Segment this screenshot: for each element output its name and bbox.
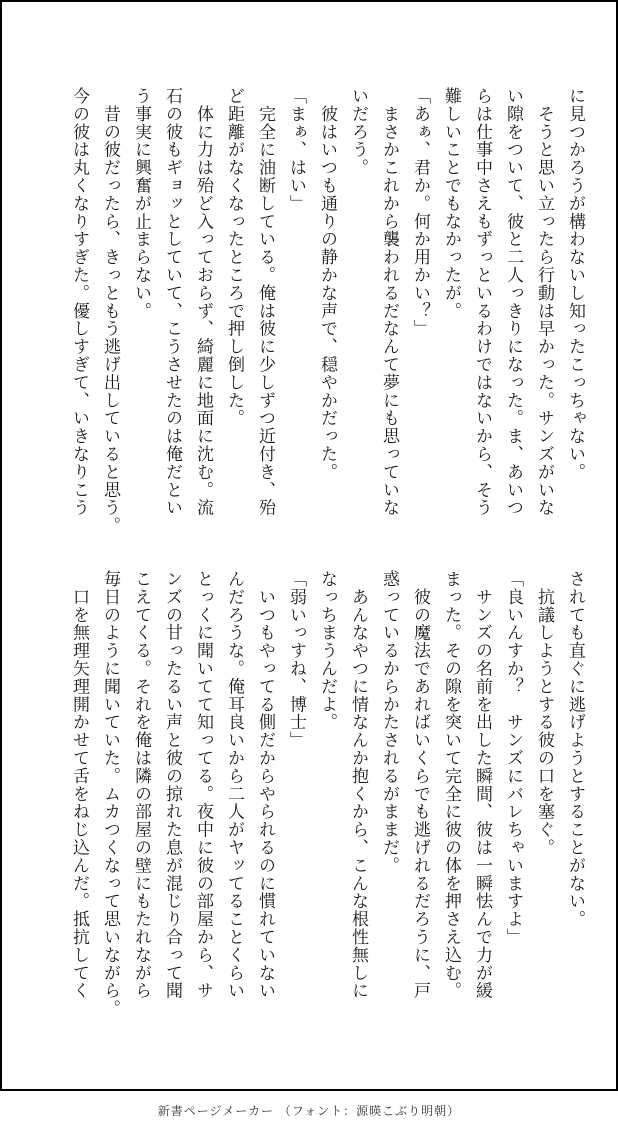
text-line: 彼の魔法であればいくらでも逃げれるだろうに、戸 xyxy=(410,570,430,1000)
text-line: い隙をついて、彼と二人っきりになった。ま、あいつ xyxy=(503,87,523,517)
page-2-text-block xyxy=(63,570,590,1025)
text-line: 惑っているからかたされるがままだ。 xyxy=(379,570,399,875)
text-line: 完全に油断している。俺は彼に少しずつ近付き、殆 xyxy=(255,87,275,517)
text-line: サンズの名前を出した瞬間、彼は一瞬怯んで力が緩 xyxy=(472,570,492,1000)
footer-caption: 新書ページメーカー （フォント：源暎こぶり明朝） xyxy=(157,1104,461,1118)
text-line: 「弱いっすね、博士」 xyxy=(286,570,306,749)
text-line: らは仕事中さえもずっといるわけではないから、そう xyxy=(472,87,492,517)
text-line: ンズの甘ったるい声と彼の掠れた息が混じり合って聞 xyxy=(162,570,182,1000)
text-line: 石の彼もギョッとしていて、こうさせたのは俺だとい xyxy=(162,87,182,517)
text-line: なっちまうんだよ。 xyxy=(317,570,337,732)
text-line: とっくに聞いてて知ってる。夜中に彼の部屋から、サ xyxy=(193,570,213,1000)
text-line: んだろうな。俺耳良いから二人がヤッてることくらい xyxy=(224,570,244,1000)
text-line: 「まぁ、はい」 xyxy=(286,87,306,213)
text-line: 今の彼は丸くなりすぎた。優しすぎて、いきなりこう xyxy=(69,87,89,517)
text-line: ど距離がなくなったところで押し倒した。 xyxy=(224,87,244,428)
text-line: そうと思い立ったら行動は早かった。サンズがいな xyxy=(534,87,554,517)
text-line: いだろう。 xyxy=(348,87,368,177)
text-line: 昔の彼だったら、きっともう逃げ出していると思う。 xyxy=(100,87,120,535)
text-line: 口を無理矢理開かせて舌をねじ込んだ。抵抗してく xyxy=(69,570,89,1000)
text-line: あんなやつに情なんか抱くから、こんな根性無しに xyxy=(348,570,368,1000)
text-line: 毎日のように聞いていた。ムカつくなって思いながら。 xyxy=(100,570,120,1018)
text-line: いつもやってる側だからやられるのに慣れていない xyxy=(255,570,275,1000)
text-line: 「あぁ、君か。何か用かい？」 xyxy=(410,87,430,338)
text-line: まった。その隙を突いて完全に彼の体を押さえ込む。 xyxy=(441,570,461,1000)
text-line: されても直ぐに逃げようとすることがない。 xyxy=(565,570,585,928)
text-line: う事実に興奮が止まらない。 xyxy=(131,87,151,320)
text-line: こえてくる。それを俺は隣の部屋の壁にもたれながら xyxy=(131,570,151,1000)
text-line: に見つかろうが構わないし知ったこっちゃない。 xyxy=(565,87,585,481)
text-line: 難しいことでもなかったが。 xyxy=(441,87,461,320)
page-1-text-block xyxy=(63,87,590,542)
text-line: 体に力は殆ど入っておらず、綺麗に地面に沈む。流 xyxy=(193,87,213,517)
text-line: 抗議しようとする彼の口を塞ぐ。 xyxy=(534,570,554,857)
text-line: 「良いんすか？ サンズにバレちゃいますよ」 xyxy=(503,570,523,946)
text-line: まさかこれから襲われるだなんて夢にも思っていな xyxy=(379,87,399,517)
text-line: 彼はいつも通りの静かな声で、穏やかだった。 xyxy=(317,87,337,481)
